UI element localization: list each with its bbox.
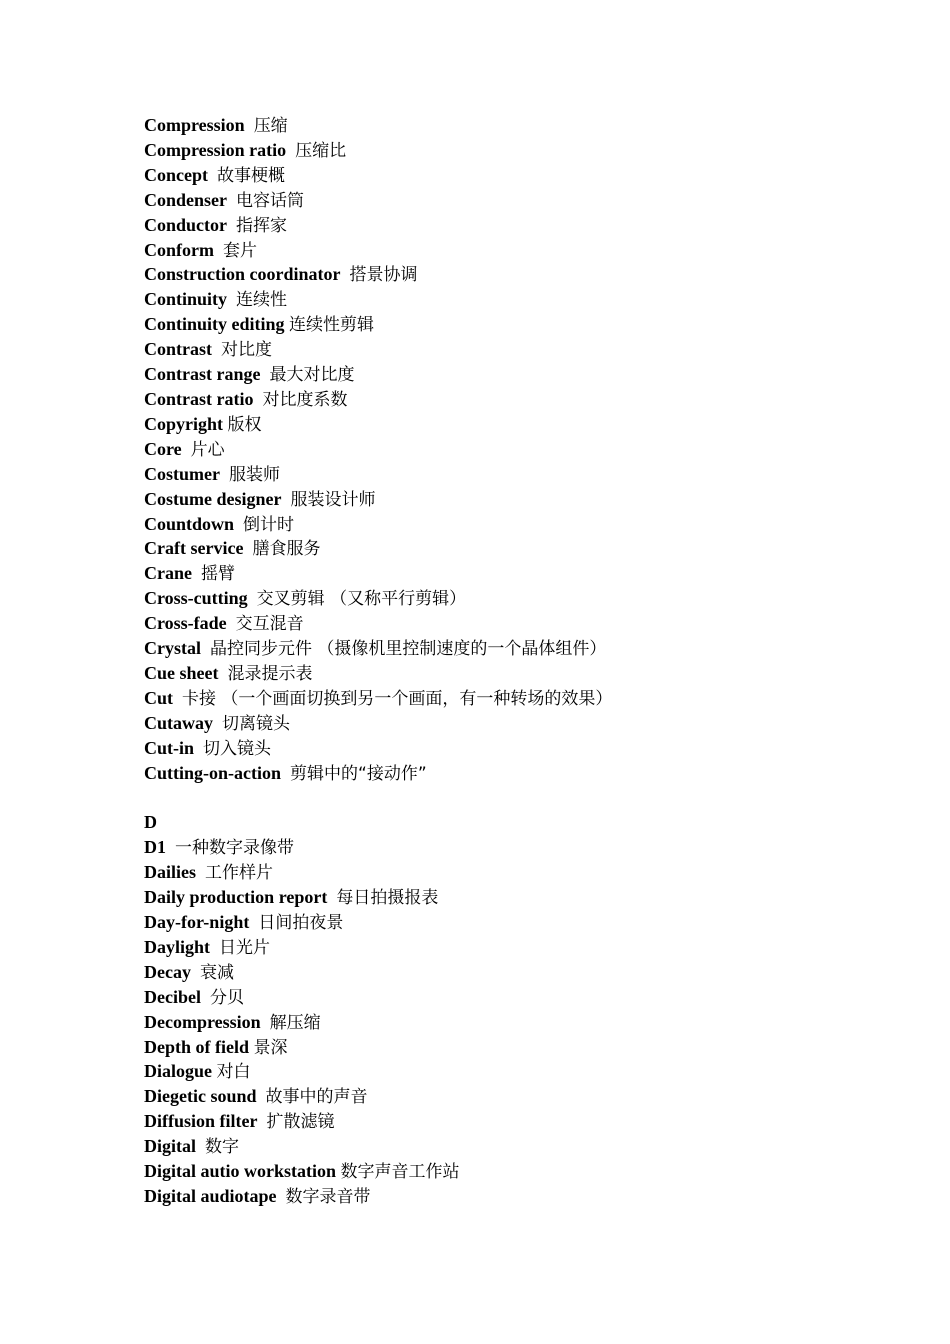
entry-translation: 交叉剪辑 （又称平行剪辑）	[256, 589, 467, 610]
entry-term: Conductor	[144, 214, 228, 235]
entry-term: Digital	[144, 1136, 196, 1157]
glossary-entry	[144, 437, 904, 462]
entry-translation: 每日拍摄报表	[336, 888, 439, 909]
entry-separator	[277, 1186, 286, 1206]
glossary-entry	[144, 935, 904, 960]
entry-term: Daily production report	[144, 887, 328, 908]
entry-translation: 交互混音	[235, 614, 304, 635]
entry-separator	[227, 289, 236, 309]
entry-separator	[227, 215, 236, 235]
entry-separator	[173, 688, 182, 708]
entry-term: Conform	[144, 239, 214, 260]
entry-term: Compression ratio	[144, 139, 287, 160]
glossary-entry	[144, 985, 904, 1010]
entry-term: Copyright	[144, 413, 224, 434]
entry-translation: 数字录音带	[285, 1186, 371, 1207]
glossary-entry	[144, 636, 904, 661]
entry-separator	[194, 738, 203, 758]
entry-term: Cutaway	[144, 712, 214, 733]
entry-translation: 日光片	[219, 937, 271, 958]
glossary-entry	[144, 761, 904, 786]
entry-term: Continuity editing	[144, 314, 285, 335]
entry-separator	[341, 264, 350, 284]
entry-term: Contrast range	[144, 364, 261, 385]
glossary-entry	[144, 1059, 904, 1084]
glossary-entry	[144, 711, 904, 736]
entry-separator	[201, 987, 210, 1007]
glossary-entry	[144, 487, 904, 512]
glossary-entry	[144, 262, 904, 287]
glossary-entry	[144, 188, 904, 213]
entry-term: Countdown	[144, 513, 235, 534]
entry-term: Contrast	[144, 339, 212, 360]
entry-translation: 对白	[216, 1062, 251, 1083]
entry-separator	[245, 115, 254, 135]
entry-term: Decay	[144, 961, 191, 982]
entry-translation: 压缩	[253, 116, 288, 136]
entry-translation: 工作样片	[205, 863, 273, 884]
glossary-entry	[144, 835, 904, 860]
entry-separator	[281, 763, 290, 783]
entry-term: Cross-fade	[144, 613, 227, 634]
entry-translation: 电容话筒	[236, 190, 305, 211]
glossary-entry	[144, 611, 904, 636]
entry-translation: 指挥家	[236, 215, 288, 236]
glossary-entry	[144, 512, 904, 537]
entry-translation: 服装师	[228, 464, 280, 485]
entry-separator	[234, 514, 243, 534]
entry-term: Continuity	[144, 289, 228, 310]
entry-term: Digital autio workstation	[144, 1161, 337, 1182]
entry-translation: 故事梗概	[217, 165, 285, 186]
glossary-entry	[144, 312, 904, 337]
entry-translation: 服装设计师	[290, 489, 376, 510]
entry-separator	[261, 1012, 270, 1032]
entry-separator	[196, 1136, 205, 1156]
entry-separator	[196, 862, 205, 882]
entry-term: Cross-cutting	[144, 588, 248, 609]
entry-separator	[227, 190, 236, 210]
entry-term: Dailies	[144, 862, 196, 883]
glossary-entry	[144, 213, 904, 238]
entry-separator	[182, 439, 191, 459]
entry-term: Cue sheet	[144, 662, 219, 683]
section-c-list	[144, 113, 904, 785]
glossary-entry	[144, 462, 904, 487]
entry-separator	[212, 339, 221, 359]
glossary-page	[144, 113, 904, 1209]
entry-translation: 日间拍夜景	[258, 913, 344, 933]
entry-translation: 剪辑中的“接动作”	[290, 763, 427, 784]
entry-term: Diffusion filter	[144, 1111, 258, 1132]
glossary-entry	[144, 661, 904, 686]
glossary-entry	[144, 736, 904, 761]
glossary-entry	[144, 287, 904, 312]
glossary-entry	[144, 885, 904, 910]
entry-translation: 混录提示表	[227, 663, 313, 684]
entry-translation: 最大对比度	[269, 365, 355, 386]
glossary-entry	[144, 1084, 904, 1109]
entry-translation: 对比度系数	[262, 389, 348, 410]
section-spacer	[144, 785, 904, 810]
glossary-entry	[144, 1035, 904, 1060]
glossary-entry	[144, 238, 904, 263]
entry-translation: 数字声音工作站	[340, 1162, 460, 1183]
entry-term: Crystal	[144, 638, 201, 659]
entry-term: Crane	[144, 563, 192, 584]
entry-term: Construction coordinator	[144, 264, 341, 285]
entry-separator	[227, 613, 236, 633]
entry-translation: 切离镜头	[222, 713, 291, 734]
glossary-entry	[144, 412, 904, 437]
entry-translation: 切入镜头	[203, 738, 272, 759]
glossary-entry	[144, 860, 904, 885]
entry-separator	[248, 588, 257, 608]
glossary-entry	[144, 536, 904, 561]
glossary-entry	[144, 138, 904, 163]
entry-translation: 数字	[205, 1137, 239, 1158]
entry-translation: 晶控同步元件 （摄像机里控制速度的一个晶体组件）	[210, 639, 607, 660]
glossary-entry	[144, 1184, 904, 1209]
entry-translation: 对比度	[221, 340, 272, 361]
glossary-entry	[144, 960, 904, 985]
entry-term: Day-for-night	[144, 912, 250, 932]
glossary-entry	[144, 387, 904, 412]
entry-separator	[210, 937, 219, 957]
glossary-entry	[144, 1159, 904, 1184]
entry-translation: 分贝	[209, 987, 244, 1008]
glossary-entry	[144, 337, 904, 362]
section-d-list	[144, 835, 904, 1209]
entry-term: Cut	[144, 687, 174, 708]
entry-translation: 衰减	[199, 962, 234, 983]
entry-translation: 版权	[227, 414, 262, 435]
entry-separator	[282, 489, 291, 509]
entry-translation: 扩散滤镜	[266, 1112, 335, 1133]
entry-separator	[219, 663, 228, 683]
entry-term: Decompression	[144, 1011, 261, 1032]
entry-separator	[166, 837, 175, 857]
entry-translation: 解压缩	[269, 1012, 321, 1033]
entry-translation: 片心	[190, 439, 225, 460]
entry-translation: 压缩比	[295, 140, 347, 161]
glossary-entry	[144, 1010, 904, 1035]
entry-separator	[257, 1086, 266, 1106]
entry-separator	[214, 240, 223, 260]
glossary-entry	[144, 113, 904, 138]
entry-translation: 膳食服务	[252, 539, 321, 560]
glossary-entry	[144, 362, 904, 387]
entry-translation: 景深	[253, 1037, 288, 1058]
entry-separator	[201, 638, 210, 658]
entry-translation: 连续性剪辑	[289, 315, 375, 336]
glossary-entry	[144, 686, 904, 711]
entry-translation: 一种数字录像带	[175, 838, 294, 859]
entry-separator	[327, 887, 336, 907]
entry-term: Core	[144, 438, 182, 459]
entry-term: Dialogue	[144, 1061, 213, 1082]
entry-separator	[191, 962, 200, 982]
entry-term: Compression	[144, 115, 245, 135]
entry-term: Concept	[144, 164, 208, 185]
entry-separator	[286, 140, 295, 160]
entry-term: Diegetic sound	[144, 1086, 257, 1107]
entry-term: Daylight	[144, 936, 211, 957]
entry-translation: 套片	[223, 240, 257, 261]
entry-translation: 卡接 （一个画面切换到另一个画面，有一种转场的效果）	[182, 688, 613, 709]
entry-translation: 倒计时	[243, 514, 295, 535]
section-d-heading: D	[144, 812, 157, 833]
glossary-entry	[144, 1134, 904, 1159]
glossary-entry	[144, 910, 904, 935]
entry-translation: 摇臂	[201, 564, 235, 585]
entry-separator	[249, 912, 258, 932]
glossary-entry	[144, 561, 904, 586]
entry-term: Contrast ratio	[144, 388, 254, 409]
entry-separator	[220, 464, 229, 484]
entry-term: Costumer	[144, 463, 220, 484]
entry-separator	[192, 563, 201, 583]
entry-translation: 搭景协调	[349, 265, 418, 286]
entry-term: Craft service	[144, 538, 244, 559]
glossary-entry	[144, 586, 904, 611]
entry-term: Cut-in	[144, 737, 195, 758]
glossary-entry	[144, 1109, 904, 1134]
entry-translation: 故事中的声音	[265, 1087, 368, 1108]
entry-term: Digital audiotape	[144, 1185, 277, 1206]
entry-term: D1	[144, 837, 166, 858]
entry-term: Condenser	[144, 189, 228, 210]
entry-term: Costume designer	[144, 488, 282, 509]
entry-translation: 连续性	[236, 290, 288, 311]
entry-separator	[213, 713, 222, 733]
entry-term: Decibel	[144, 986, 201, 1007]
glossary-entry	[144, 163, 904, 188]
entry-term: Depth of field	[144, 1036, 249, 1057]
entry-separator	[208, 165, 217, 185]
entry-term: Cutting-on-action	[144, 762, 282, 783]
